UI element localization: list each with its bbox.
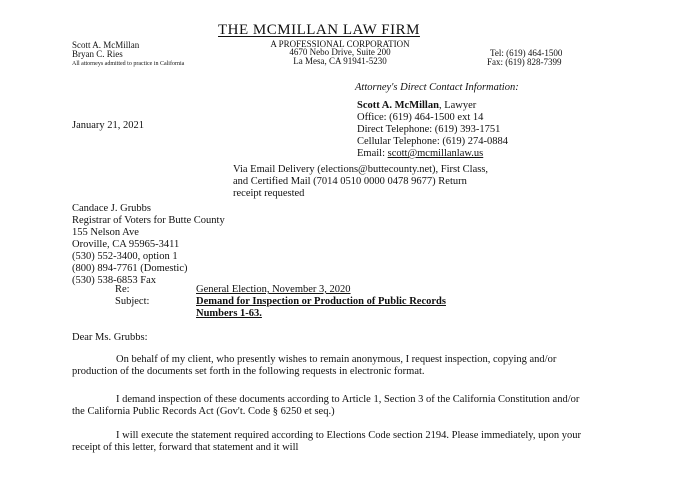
contact-direct: Direct Telephone: (619) 393-1751 — [357, 124, 501, 135]
re-value: General Election, November 3, 2020 — [196, 284, 351, 295]
subject-line: Numbers 1-63. — [196, 308, 262, 319]
contact-email-line — [357, 148, 483, 160]
firm-name: THE MCMILLAN LAW FIRM — [218, 22, 420, 38]
corporation-line: A PROFESSIONAL CORPORATION — [270, 39, 410, 49]
recipient-line: (800) 894-7761 (Domestic) — [72, 263, 188, 274]
admission-note: All attorneys admitted to practice in California — [72, 61, 185, 67]
street-address: 4670 Nebo Drive, Suite 200 — [289, 47, 391, 57]
firm-fax: Fax: (619) 828-7399 — [487, 57, 562, 67]
contact-email-link[interactable]: scott@mcmillanlaw.us — [387, 148, 484, 159]
contact-title: , Lawyer — [438, 100, 477, 111]
letter-date: January 21, 2021 — [72, 120, 145, 131]
re-label: Re: — [115, 284, 130, 295]
recipient-line: 155 Nelson Ave — [72, 227, 139, 238]
attorney-name: Scott A. McMillan — [72, 40, 140, 50]
contact-office: Office: (619) 464-1500 ext 14 — [357, 112, 484, 123]
delivery-line: receipt requested — [233, 188, 305, 199]
contact-name: Scott A. McMillan — [357, 100, 439, 111]
body-paragraph: I demand inspection of these documents according to Article 1, Section 3 of the California Constitution and/or the California Public Records Act (Gov't. Code § 6250 et seq.) — [72, 394, 580, 417]
subject-label: Subject: — [115, 296, 150, 307]
firm-telephone: Tel: (619) 464-1500 — [490, 48, 563, 58]
recipient-line: (530) 538-6853 Fax — [72, 275, 156, 286]
delivery-line: and Certified Mail (7014 0510 0000 0478 9677) Return — [233, 176, 467, 187]
body-paragraph: On behalf of my client, who presently wishes to remain anonymous, I request inspection, copying and/or production of the documents set forth in the following requests in electronic format. — [72, 354, 557, 377]
contact-email-label: Email: — [357, 148, 388, 159]
subject-line: Demand for Inspection or Production of Public Records — [196, 296, 446, 307]
recipient-line: Registrar of Voters for Butte County — [72, 215, 225, 226]
city-address: La Mesa, CA 91941-5230 — [293, 56, 387, 66]
recipient-line: (530) 552-3400, option 1 — [72, 251, 178, 262]
contact-name-line — [357, 100, 476, 112]
recipient-line: Oroville, CA 95965-3411 — [72, 239, 180, 250]
recipient-line: Candace J. Grubbs — [72, 203, 152, 214]
contact-cellular: Cellular Telephone: (619) 274-0884 — [357, 136, 508, 147]
contact-heading: Attorney's Direct Contact Information: — [355, 82, 519, 93]
body-paragraph: I will execute the statement required according to Elections Code section 2194. Please immediately, upon your receipt of this letter, forward that statement and it will — [72, 430, 581, 453]
delivery-line: Via Email Delivery (elections@buttecounty.net), First Class, — [233, 164, 489, 175]
salutation: Dear Ms. Grubbs: — [72, 332, 148, 343]
attorney-name: Bryan C. Ries — [72, 49, 123, 59]
